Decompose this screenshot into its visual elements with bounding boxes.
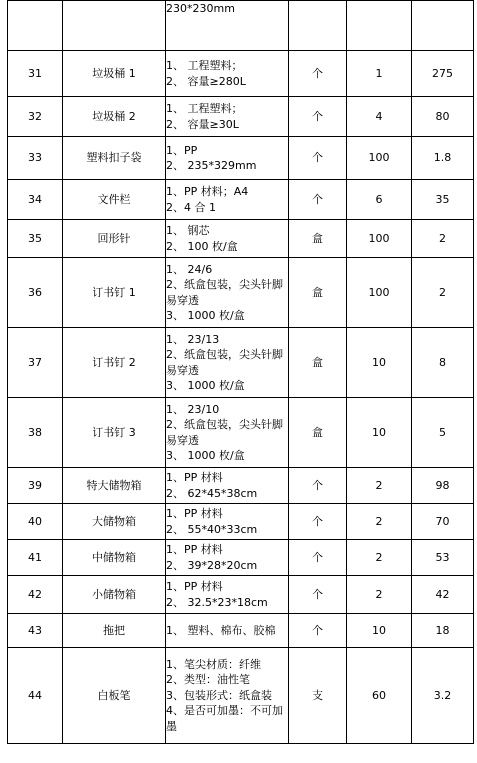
table-row — [8, 97, 474, 137]
spec-table-body — [8, 1, 474, 744]
spec-line: 1、 工程塑料； — [166, 59, 243, 72]
spec-line: 3、 1000 枚/盒 — [166, 449, 245, 462]
cell-price: 80 — [412, 97, 474, 137]
cell-qty: 10 — [347, 328, 412, 398]
cell-no: 38 — [8, 398, 63, 468]
spec-line: 3、 1000 枚/盒 — [166, 379, 245, 392]
cell-no: 41 — [8, 540, 63, 576]
cell-qty: 4 — [347, 97, 412, 137]
spec-line: 1、PP 材料 — [166, 507, 223, 520]
cell-qty: 2 — [347, 468, 412, 504]
cell-qty: 100 — [347, 258, 412, 328]
cell-spec — [166, 180, 289, 220]
cell-name — [63, 1, 166, 51]
cell-price: 35 — [412, 180, 474, 220]
table-row — [8, 614, 474, 648]
spec-line: 2、纸盒包装，尖头针脚易穿透 — [166, 418, 283, 447]
cell-name: 垃圾桶 1 — [63, 51, 166, 97]
spec-line: 1、 23/10 — [166, 402, 220, 416]
cell-no: 43 — [8, 614, 63, 648]
spec-line: 1、 塑料、棉布、胶棉 — [166, 623, 276, 637]
cell-qty: 2 — [347, 576, 412, 614]
cell-no: 37 — [8, 328, 63, 398]
cell-qty: 6 — [347, 180, 412, 220]
table-row — [8, 504, 474, 540]
cell-spec — [166, 504, 289, 540]
cell-spec — [166, 648, 289, 744]
table-row — [8, 468, 474, 504]
cell-no: 40 — [8, 504, 63, 540]
table-row — [8, 576, 474, 614]
cell-name: 白板笔 — [63, 648, 166, 744]
spec-line: 2、 容量≥280L — [166, 74, 246, 88]
cell-spec — [166, 137, 289, 180]
cell-no: 32 — [8, 97, 63, 137]
spec-line: 2、 100 枚/盒 — [166, 239, 238, 253]
spec-line: 1、PP 材料 — [166, 580, 223, 593]
cell-name: 订书钉 2 — [63, 328, 166, 398]
spec-line: 3、 1000 枚/盒 — [166, 309, 245, 322]
cell-unit: 个 — [289, 504, 347, 540]
cell-unit: 个 — [289, 51, 347, 97]
spec-line: 2、 32.5*23*18cm — [166, 595, 268, 609]
cell-qty — [347, 1, 412, 51]
cell-name: 文件栏 — [63, 180, 166, 220]
table-row-top — [8, 1, 474, 51]
spec-line: 2、 62*45*38cm — [166, 486, 258, 500]
spec-line: 2、 235*329mm — [166, 159, 257, 172]
spec-line: 1、PP 材料 — [166, 471, 223, 484]
cell-name: 回形针 — [63, 220, 166, 258]
cell-qty: 2 — [347, 540, 412, 576]
cell-no: 33 — [8, 137, 63, 180]
cell-qty: 100 — [347, 137, 412, 180]
cell-no: 39 — [8, 468, 63, 504]
cell-name: 特大储物箱 — [63, 468, 166, 504]
spec-line: 1、PP 材料 — [166, 543, 223, 556]
cell-no: 42 — [8, 576, 63, 614]
cell-unit: 盒 — [289, 398, 347, 468]
cell-unit: 个 — [289, 180, 347, 220]
spec-line: 2、4 合 1 — [166, 200, 216, 214]
spec-line: 1、笔尖材质：纤维 — [166, 657, 261, 671]
cell-qty: 1 — [347, 51, 412, 97]
cell-spec — [166, 258, 289, 328]
cell-unit: 个 — [289, 540, 347, 576]
table-row — [8, 180, 474, 220]
cell-price: 275 — [412, 51, 474, 97]
cell-price: 18 — [412, 614, 474, 648]
cell-spec — [166, 576, 289, 614]
table-row — [8, 540, 474, 576]
cell-price: 3.2 — [412, 648, 474, 744]
spec-line: 1、 钢芯 — [166, 224, 210, 237]
cell-no — [8, 1, 63, 51]
cell-no: 31 — [8, 51, 63, 97]
table-row — [8, 220, 474, 258]
cell-price: 1.8 — [412, 137, 474, 180]
spec-line: 2、纸盒包装，尖头针脚易穿透 — [166, 348, 283, 377]
table-row — [8, 328, 474, 398]
cell-spec — [166, 540, 289, 576]
cell-name: 拖把 — [63, 614, 166, 648]
cell-name: 订书钉 1 — [63, 258, 166, 328]
table-row — [8, 258, 474, 328]
cell-name: 小储物箱 — [63, 576, 166, 614]
cell-price — [412, 1, 474, 51]
cell-qty: 100 — [347, 220, 412, 258]
cell-unit: 个 — [289, 137, 347, 180]
cell-price: 42 — [412, 576, 474, 614]
spec-line: 2、纸盒包装，尖头针脚易穿透 — [166, 278, 283, 307]
cell-qty: 10 — [347, 398, 412, 468]
spec-line: 230*230mm — [166, 2, 235, 15]
cell-no: 36 — [8, 258, 63, 328]
table-row — [8, 398, 474, 468]
cell-spec — [166, 468, 289, 504]
cell-name: 大储物箱 — [63, 504, 166, 540]
cell-unit: 盒 — [289, 328, 347, 398]
cell-name: 中储物箱 — [63, 540, 166, 576]
cell-name: 订书钉 3 — [63, 398, 166, 468]
cell-unit: 个 — [289, 468, 347, 504]
cell-no: 44 — [8, 648, 63, 744]
table-row — [8, 51, 474, 97]
cell-price: 2 — [412, 220, 474, 258]
cell-unit: 盒 — [289, 220, 347, 258]
cell-spec — [166, 614, 289, 648]
cell-unit: 支 — [289, 648, 347, 744]
cell-qty: 10 — [347, 614, 412, 648]
cell-price: 5 — [412, 398, 474, 468]
spec-line: 2、 55*40*33cm — [166, 522, 258, 536]
cell-name: 垃圾桶 2 — [63, 97, 166, 137]
cell-spec — [166, 51, 289, 97]
spec-line: 2、 容量≥30L — [166, 117, 239, 131]
table-row — [8, 137, 474, 180]
spec-line: 1、PP — [166, 143, 198, 157]
cell-unit: 个 — [289, 576, 347, 614]
cell-qty: 2 — [347, 504, 412, 540]
cell-name: 塑料扣子袋 — [63, 137, 166, 180]
cell-price: 8 — [412, 328, 474, 398]
cell-unit: 个 — [289, 614, 347, 648]
cell-spec — [166, 328, 289, 398]
cell-price: 53 — [412, 540, 474, 576]
cell-price: 98 — [412, 468, 474, 504]
cell-spec — [166, 97, 289, 137]
spec-table — [7, 0, 474, 744]
spec-line: 4、是否可加墨：不可加墨 — [166, 704, 283, 733]
spec-line: 2、 39*28*20cm — [166, 558, 258, 572]
table-row — [8, 648, 474, 744]
spec-line: 2、类型：油性笔 — [166, 673, 250, 687]
cell-unit: 盒 — [289, 258, 347, 328]
cell-no: 35 — [8, 220, 63, 258]
cell-spec — [166, 220, 289, 258]
cell-unit: 个 — [289, 97, 347, 137]
cell-unit — [289, 1, 347, 51]
cell-spec — [166, 1, 289, 51]
cell-spec — [166, 398, 289, 468]
spec-line: 1、 工程塑料； — [166, 102, 243, 115]
spec-line: 3、包装形式：纸盒装 — [166, 688, 272, 702]
cell-qty: 60 — [347, 648, 412, 744]
spec-line: 1、 24/6 — [166, 262, 213, 276]
spec-line: 1、PP 材料；A4 — [166, 185, 249, 198]
cell-price: 2 — [412, 258, 474, 328]
cell-no: 34 — [8, 180, 63, 220]
cell-price: 70 — [412, 504, 474, 540]
spec-line: 1、 23/13 — [166, 332, 220, 346]
